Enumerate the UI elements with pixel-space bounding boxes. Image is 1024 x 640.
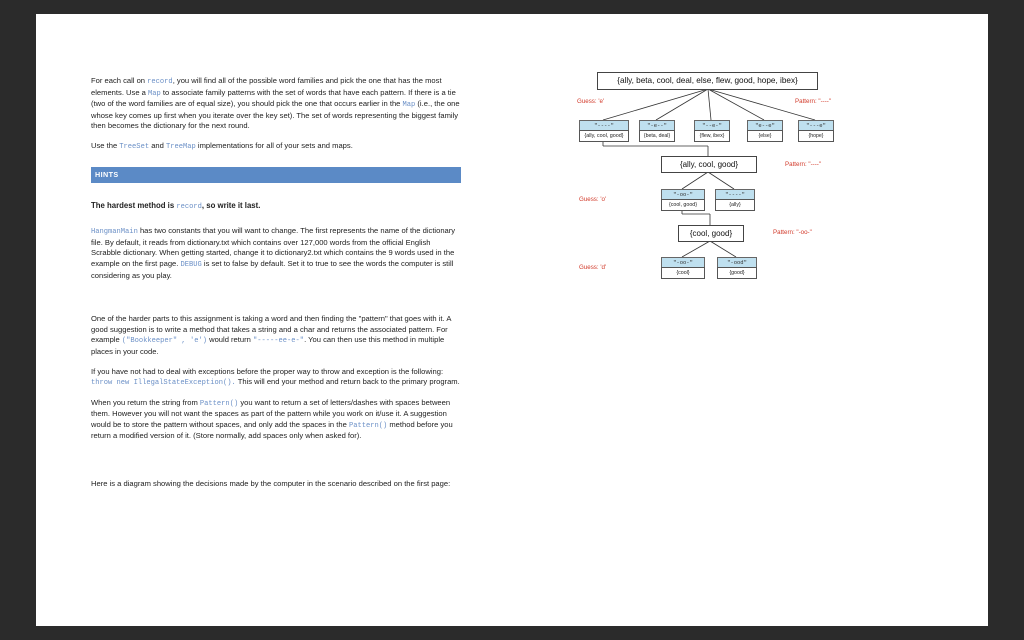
code-run: Map [402,101,416,110]
guess-label-e: Guess: 'e' [577,98,605,105]
text-run: , you will find all of the possible word families and pick the one that has the most elements. Use a [91,76,442,97]
code-run: ("Bookkeeper" , 'e') [121,337,207,346]
level1-pattern: "--e-" [694,120,730,132]
word-set-level3: {cool, good} [678,225,744,242]
level1-word-set: {beta, deal} [639,130,675,142]
level3-pattern: "-oo-" [661,257,705,269]
level3-word-set: {good} [717,267,757,279]
root-word-set: {ally, beta, cool, deal, else, flew, good, hope, ibex} [597,72,818,90]
level1-pattern: "-e--" [639,120,675,132]
hints-heading: HINTS [91,167,461,183]
word-set-level2: {ally, cool, good} [661,156,757,173]
level1-word-set: {ally, cool, good} [579,130,629,142]
level3-pattern: "-ood" [717,257,757,269]
text-run: you want to return a set of letters/dashes with spaces between them. However you will not want the spaces as part of the pattern while you work on it/use it. A suggestion would be to store the pattern without spaces, and only add the spaces in the [91,397,451,429]
level2-pattern: "-oo-" [661,189,705,201]
text-run: implementations for all of your sets and maps. [195,140,353,150]
text-run: is set to false by default. Set it to true to see the words the computer is still considering as you play. [91,258,454,280]
level2-pattern: "----" [715,189,755,201]
level3-word-set: {cool} [661,267,705,279]
text-run: and [149,140,166,150]
guess-label-d: Guess: 'd' [579,264,607,271]
text-run: Use the [91,140,120,150]
level2-word-set: {cool, good} [661,199,705,211]
level1-pattern: "e--e" [747,120,783,132]
level1-pattern: "----" [579,120,629,132]
text-run: to associate family patterns with the set of words that have each pattern. If there is a tie (two of the word families are of equal size), you should pick the one that occurs earlier in the [91,87,456,109]
pattern-label-3: Pattern: "-oo-" [773,229,812,236]
code-run: TreeSet [119,142,150,151]
pattern-label-2: Pattern: "----" [785,161,822,168]
code-run: record [147,78,173,86]
level1-word-set: {flew, ibex} [694,130,730,142]
code-run: Pattern() [199,399,239,408]
code-run: record [176,202,202,211]
text-run: , so write it last. [201,200,261,210]
guess-label-o: Guess: 'o' [579,196,607,203]
code-run: Map [147,89,161,98]
paragraph-diagram-intro: Here is a diagram showing the decisions made by the computer in the scenario described on the first page: [91,479,451,489]
code-run: throw new IllegalStateException(). [91,379,236,388]
code-run: Pattern() [348,421,388,430]
text-run: has two constants that you will want to change. The first represents the name of the dictionary file. By default, it reads from dictionary.txt which contains over 127,000 words from the official English Scrabble dictionary. When getting started, change it to dictionary2.txt which contains the 9 words used in the example on the first page. [91,226,456,268]
level1-word-set: {else} [747,130,783,142]
text-run: (i.e., the one whose key comes up first when you iterate over the key set). The set of words representing the biggest family then becomes the dictionary for the next round. [91,99,460,131]
code-run: HangmanMain [91,228,138,237]
text-run: The hardest method is [91,200,177,210]
tree-connectors [36,14,988,626]
text-run: When you return the string from [91,397,200,407]
pattern-label-1: Pattern: "----" [795,98,832,105]
level1-word-set: {hope} [798,130,834,142]
text-run: If you have not had to deal with exceptions before the proper way to throw and exception is the following: [91,366,444,376]
level2-word-set: {ally} [715,199,755,211]
code-run: TreeMap [165,142,196,151]
text-run: . You can then use this method in multiple places in your code. [91,335,445,356]
text-run: method before you return a modified version of it. (Store normally, add spaces only when asked for). [91,419,453,441]
text-run: This will end your method and return back to the primary program. [235,377,460,387]
text-run: For each call on [91,76,148,85]
text-run: would return [206,335,253,345]
text-run: One of the harder parts to this assignment is taking a word and then finding the "pattern" that goes with it. A good suggestion is to write a method that takes a string and a char and returns the associated pattern. For example [91,314,451,345]
document-page [36,14,988,626]
level1-pattern: "---e" [798,120,834,132]
code-run: DEBUG [180,260,202,269]
code-run: "-----ee-e-" [252,337,305,346]
